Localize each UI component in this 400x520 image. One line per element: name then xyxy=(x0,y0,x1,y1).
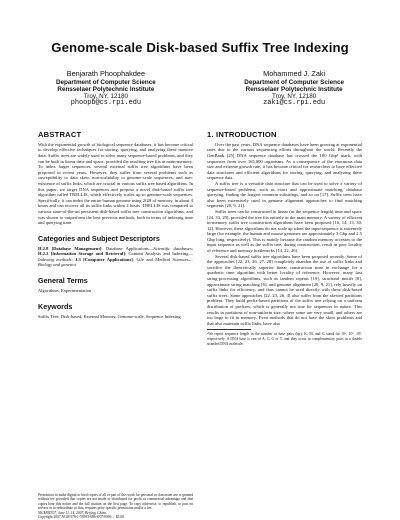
category-code: H.2.8 xyxy=(38,245,49,251)
author-name: Benjarath Phoophakdee xyxy=(66,69,146,78)
footnote-rule xyxy=(207,329,251,330)
categories-list: H.2.8 [Database Management]: Database Applications—Scientific databases; H.2.2 [Information Storage and Retrieval]: Content Analysis and Indexing—Indexing methods; J.3 [Computer Applications]: Life and Medical Sciences—Biology and genetics xyxy=(38,245,193,268)
category-code: J.3 xyxy=(75,256,81,262)
permission-text: Permission to make digital or hard copies of all or part of this work for personal or classroom use is granted without fee provided that copies are not made or distributed for profit or commercial advantage and that copies bear this notice and the full citation on the first page. To copy otherwise, to republish, to post on servers or to redistribute to lists, requires prior specific permission and/or a fee. xyxy=(38,492,193,511)
copyright-line: Copyright 2007 ACM 978-1-59593-686-8/07/0006 ... $5.00. xyxy=(38,515,125,520)
category-sub: : Content Analysis and Indexing— xyxy=(124,251,193,257)
author-name: Mohammed J. Zaki xyxy=(263,69,326,78)
categories-heading: Categories and Subject Descriptors xyxy=(38,233,160,243)
keywords-text: Suffix Tree, Disk-based, External Memory, Genome-scale, Sequence Indexing xyxy=(38,313,181,319)
author-city: Troy, NY, 12180 xyxy=(83,93,129,101)
category-detail: Indexing methods xyxy=(38,256,72,262)
author-city: Troy, NY, 12180 xyxy=(271,93,317,101)
category-name: [Computer Applications] xyxy=(83,256,133,262)
right-column xyxy=(207,130,362,520)
abstract-heading: ABSTRACT xyxy=(38,129,82,139)
category-name: [Information Storage and Retrieval] xyxy=(50,251,125,257)
author-email: phoopb@cs.rpi.edu xyxy=(70,99,142,108)
keywords-heading: Keywords xyxy=(38,301,73,311)
author-block xyxy=(38,70,362,108)
conference-line: SIGMOD'07, June 11–14, 2007, Beijing, China. xyxy=(38,510,107,515)
intro-paragraph: A suffix tree is a versatile data structure that can be used to solve a variety of sequence-based problems, such as exact and approximate matching, database querying, finding the longest common substrings, and so on [17]. Suffix trees have also been extensively used in genome alignment approaches to find matching segments [20, 9, 21]. xyxy=(207,180,362,209)
author-2 xyxy=(244,70,344,108)
two-column-body xyxy=(38,130,362,520)
category-detail: Scientific databases xyxy=(153,245,192,251)
author-institution: Rensselaer Polytechnic Institute xyxy=(245,85,343,93)
category-code: H.2.2 xyxy=(38,251,49,257)
intro-paragraph: Suffix trees can be constructed in linear (in the sequence length) time and space [24, 33, 29], provided the tree fits entirely in the main memory. A variety of efficient in-memory suffix tree construction algorithms have been proposed [16, 14, 13, 30, 12]. However, these algorithms do not scale up when the input sequence is extremely large (for example, the human and mouse genomes are approximately 3 Gbp and 2.5 Gbp long, respectively). This is mainly because the random memory accesses to the input sequence as well as the suffix tree, during construction, result in poor locality of reference and memory bottlenecks [14, 22, 26]. xyxy=(207,208,362,254)
abstract-text: With the exponential growth of biological sequence databases, it has become critical to develop effective techniques for storing, querying, and analyzing these massive data. Suffix trees are widely used to solve many sequence-based problems, and they can be built in linear time and space, provided the resulting tree fits in main-memory. To index larger sequences, several external suffix tree algorithms have been proposed in recent years. However, they suffer from several problems such as susceptibility to data skew, non-scalability to genome-scale sequences, and non-existence of suffix links, which are crucial in various suffix tree based algorithms. In this paper, we target DNA sequences and propose a novel disk-based suffix tree algorithm called TRELLIS, which effectively scales up to genome-scale sequences. Specifically, it can index the entire human genome using 2GB of memory, in about 4 hours and can recover all its suffix links within 2 hours. TRELLIS was compared to various state-of-the-art persistent disk-based suffix tree construction algorithms, and was shown to outperform the best previous methods, both in terms of indexing time and querying time. xyxy=(38,141,193,226)
intro-paragraph: Over the past years, DNA sequence databases have been growing at exponential rates due to the various sequencing efforts throughout the world. Recently the GenBank [25] DNA sequence database has crossed the 100 Gbp¹ mark, with sequences from over 165,000 organisms. As a consequence of the enormous data size and extreme growth rate, it has become critical for researchers to have effective data structures and efficient algorithms for storing, querying, and analyzing these sequence data. xyxy=(207,141,362,181)
intro-paragraph: Several disk-based suffix tree algorithms have been proposed recently. Some of the approaches [22, 23, 26, 27, 28] completely abandon the use of suffix links and sacrifice the theoretically superior linear construction time in exchange for a quadratic time algorithm with better locality of reference. However, many fast string-processing algorithms, such as tandem repeats [19], structural motifs [8], approximate string matching [6], and genome alignment [20, 9, 21], rely heavily on suffix links for efficiency, and thus cannot be used directly with these disk-based suffix trees. Some approaches [22, 23, 26, 4] also suffer from the skewed partitions problem. They build prefix-based partitions of the suffix tree relying on a uniform distribution of prefixes, which is generally not true for sequences in nature. This results in partitions of non-uniform size, where some are very small, and others are too large to fit in memory. Even methods that do not have the skew problems and that also maintain suffix links, have also xyxy=(207,253,362,326)
left-column xyxy=(38,130,193,520)
general-terms-heading: General Terms xyxy=(38,276,88,286)
author-dept: Department of Computer Science xyxy=(244,78,344,86)
author-email: zaki@cs.rpi.edu xyxy=(263,99,326,108)
category-name: [Database Management] xyxy=(51,245,102,251)
author-dept: Department of Computer Science xyxy=(56,78,156,86)
author-institution: Rensselaer Polytechnic Institute xyxy=(57,85,155,93)
author-1 xyxy=(56,70,156,108)
permission-footer xyxy=(38,493,193,520)
general-terms-text: Algorithms, Experimentation xyxy=(38,288,92,294)
introduction-heading: 1. INTRODUCTION xyxy=(207,129,277,139)
paper-title: Genome-scale Disk-based Suffix Tree Indexing xyxy=(51,40,349,55)
category-sub: : Database Applications— xyxy=(101,245,154,251)
category-sub: : Life and Medical Sciences— xyxy=(132,256,193,262)
footnote: ¹We report sequence length in the number of base pairs (bp); K, M, and G stand for 10³, 10⁶, 10⁹, respectively. A DNA base is one of A, C, G or T, and they occur in complementary pairs in a double stranded DNA molecule. xyxy=(207,332,362,346)
category-detail: Biology and genetics xyxy=(38,262,77,268)
